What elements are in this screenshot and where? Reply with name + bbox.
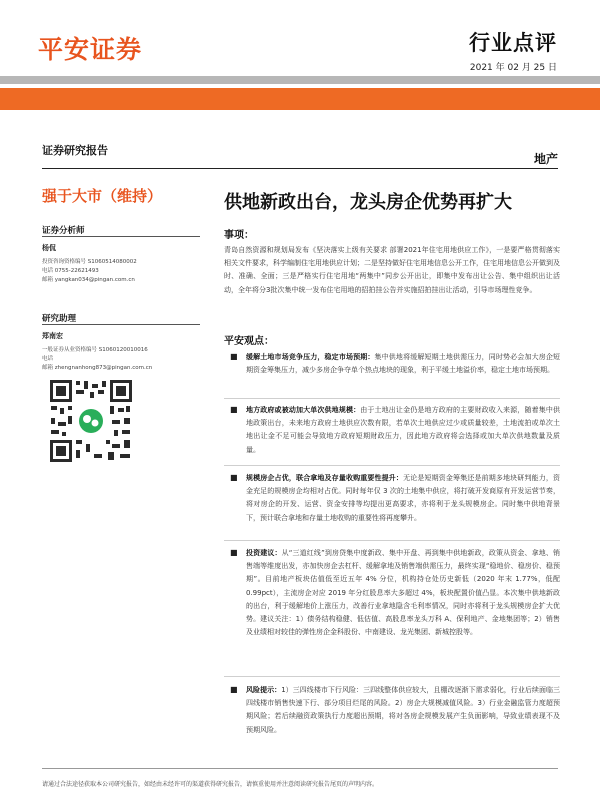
footer-divider — [42, 768, 558, 769]
bullet-icon: ■ — [230, 352, 238, 361]
assistant-name: 郑南宏 — [42, 332, 63, 340]
view-lead: 投资建议： — [246, 549, 282, 557]
assistant-email: 邮箱 zhengnanhong873@pingan.com.cn — [42, 365, 153, 371]
assistant-license: 一般证券从业资格编号 S1060120010016 — [42, 347, 148, 353]
divider — [224, 540, 560, 541]
divider — [224, 465, 560, 466]
view-item — [246, 404, 560, 457]
view-item — [246, 547, 560, 639]
report-date: 2021 年 02 月 25 日 — [469, 63, 557, 73]
divider — [224, 676, 560, 677]
assistant-heading: 研究助理 — [42, 314, 77, 324]
view-lead: 缓解土地市场竞争压力，稳定市场预期： — [246, 353, 375, 361]
views-heading: 平安观点： — [224, 336, 274, 347]
assistant-info — [42, 346, 207, 373]
analyst-name: 杨侃 — [42, 244, 56, 252]
brand-logo: 平安证券 — [38, 35, 143, 64]
view-text: 从“三道红线”到房贷集中度新政、集中开盘、再到集中供地新政，政策从资金、拿地、销售端等维度出发，亦加快房企去杠杆、缓解拿地及销售端供需压力，最终实现“稳地价、稳房价、稳预期”。目前地产板块估值低至近五年 4% 分位，机构持仓处历史新低（2020 年末 1.77%，低配 0.99pct），主流房企对应 2019 年分红股息率大多超过 4%，板块配置价值凸显。本次集中供地新政的出台，利于缓解地价上涨压力，改善行业拿地隐含毛利率情况，同时亦将利于龙头规模房企扩大优势。建议关注：1）债务结构稳健、低估值、高股息率龙头万科 A、保利地产、金地集团等；2）销售及业绩相对较佳的弹性房企金科股份、中南建设、龙光集团、新城控股等。 — [246, 549, 560, 637]
rating: 强于大市（维持） — [42, 187, 163, 205]
qr-code-icon — [48, 378, 134, 464]
bullet-icon: ■ — [230, 405, 238, 414]
divider — [42, 236, 200, 237]
view-lead: 规模房企占优，联合拿地及存量收购重要性提升： — [246, 474, 404, 482]
header-band-gray — [0, 76, 600, 84]
assistant-phone: 电话 — [42, 356, 54, 362]
analyst-phone: 电话 0755-22621493 — [42, 268, 99, 274]
divider — [42, 168, 558, 169]
view-item — [246, 351, 560, 377]
analyst-info — [42, 258, 207, 285]
footer-disclaimer: 请通过合法途径获取本公司研究报告，如经由未经许可的渠道获得研究报告，请慎重使用并注意阅读研究报告尾页的声明内容。 — [42, 781, 379, 788]
view-text: 集中供地将缓解短期土地供需压力，同时势必会加大房企短期资金筹集压力，减少多房企争夺单个热点地块的现象，利于平缓土地溢价率，稳定土地市场预期。 — [246, 353, 561, 375]
series-label: 证券研究报告 — [42, 144, 108, 157]
report-type: 行业点评 — [469, 31, 557, 55]
view-text: 无论是短期资金筹集还是前期多地块研判能力，资金充足的规模房企均相对占优。同时每年仅 3 次的土地集中供应，将打破开发商原有开发运营节奏，将对房企的开发、运营、资金安排等均提出更高要求，亦将利于龙头规模房企。同时集中供地背景下，预计联合拿地和存量土地收购的重要性将再度攀升。 — [246, 474, 561, 522]
industry-label: 地产 — [533, 152, 558, 166]
divider — [224, 398, 560, 399]
event-text: 青岛自然资源和规划局发布《坚决落实上级有关要求 部署2021年住宅用地供应工作》，一是要严格贯彻落实相关文件要求，科学编制住宅用地供应计划；二是坚持做好住宅用地信息公开工作，住宅用地信息公开做到及时、准确、全面；三是严格实行住宅用地“两集中”同步公开出让，即集中发布出让公告、集中组织出让活动，全年将分3批次集中统一发布住宅用地的招拍挂公告并实施招拍挂出让活动，引导市场理性竞争。 — [224, 246, 560, 294]
view-lead: 风险提示： — [246, 686, 282, 694]
view-item — [246, 472, 560, 525]
header-band-orange — [0, 88, 600, 110]
view-text: 由于土地出让金仍是地方政府的主要财政收入来源，随着集中供地政策出台，未来地方政府土地供应次数有限，若单次土地供应过少或质量较差，土地流拍或单次土地出让金不足可能会导致地方政府短期财政压力，因此地方政府将会选择或加大单次供地数量及质量。 — [246, 406, 561, 454]
event-heading: 事项： — [224, 230, 254, 241]
bullet-icon: ■ — [230, 685, 238, 694]
divider — [42, 324, 200, 325]
bullet-icon: ■ — [230, 548, 238, 557]
analyst-license: 投资咨询资格编号 S1060514080002 — [42, 259, 137, 265]
analyst-heading: 证券分析师 — [42, 226, 85, 236]
view-item — [246, 684, 560, 737]
page-title: 供地新政出台，龙头房企优势再扩大 — [224, 192, 512, 213]
analyst-email: 邮箱 yangkan034@pingan.com.cn — [42, 277, 135, 283]
view-lead: 地方政府或被动加大单次供地规模： — [246, 406, 361, 414]
view-text: 1）三四线楼市下行风险：三四线整体供应较大，且棚改逐渐下需求弱化，行业后续面临三四线楼市销售快速下行、部分项目烂尾的风险。2）房企大规模减值风险。3）行业金融监管力度超预期风险；若后续融资政策执行力度超出预期，将对各房企规模发展产生负面影响，导致业绩表现不及预期风险。 — [246, 686, 561, 734]
bullet-icon: ■ — [230, 473, 238, 482]
